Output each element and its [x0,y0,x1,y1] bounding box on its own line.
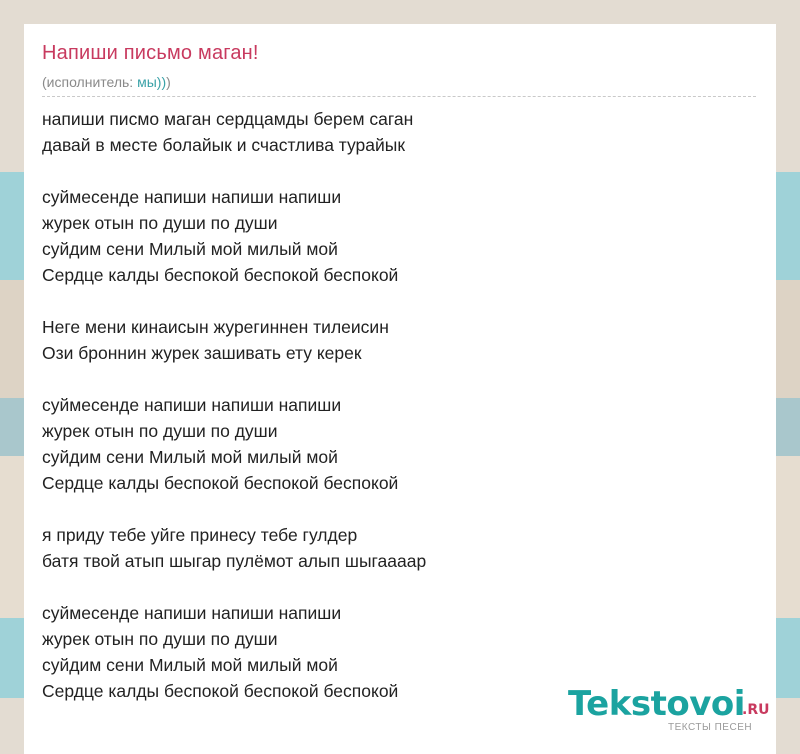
lyric-line: журек отын по души по души [42,629,278,649]
artist-prefix: (исполнитель: [42,74,138,90]
artist-suffix: ) [166,74,171,90]
lyric-line: Неге мени кинаисын журегиннен тилеисин [42,317,389,337]
song-title: Напиши письмо маган! [42,42,259,64]
stanza-gap [42,574,762,600]
lyric-line: журек отын по души по души [42,213,278,233]
lyrics-card [24,24,776,754]
logo-main-text: Tekstovoi [568,684,745,724]
stanza-gap [42,496,762,522]
logo-tagline: ТЕКСТЫ ПЕСЕН [668,722,753,733]
stanza-gap [42,366,762,392]
lyric-line: напиши писмо маган сердцамды берем саган [42,109,414,129]
lyric-line: суймесенде напиши напиши напиши [42,603,342,623]
lyric-line: журек отын по души по души [42,421,278,441]
lyric-line: Сердце калды беспокой беспокой беспокой [42,265,399,285]
lyric-line: давай в месте болайык и счастлива турайык [42,135,406,155]
lyric-line: суйдим сени Милый мой милый мой [42,239,338,259]
lyric-line: Сердце калды беспокой беспокой беспокой [42,473,399,493]
lyric-line: суймесенде напиши напиши напиши [42,395,342,415]
artist-link[interactable]: мы)) [137,74,167,90]
logo-domain-text: .RU [742,702,770,718]
stanza-gap [42,288,762,314]
artist-line [42,74,171,90]
divider [42,96,756,97]
lyric-line: суйдим сени Милый мой милый мой [42,447,338,467]
stanza-gap [42,158,762,184]
lyric-line: суймесенде напиши напиши напиши [42,187,342,207]
lyric-line: Сердце калды беспокой беспокой беспокой [42,681,399,701]
lyric-line: я приду тебе уйге принесу тебе гулдер [42,525,358,545]
site-logo[interactable] [568,684,768,740]
lyrics-text [42,106,762,704]
lyric-line: суйдим сени Милый мой милый мой [42,655,338,675]
lyric-line: батя твой атып шыгар пулёмот алып шыгаааар [42,551,427,571]
lyric-line: Ози броннин журек зашивать ету керек [42,343,362,363]
